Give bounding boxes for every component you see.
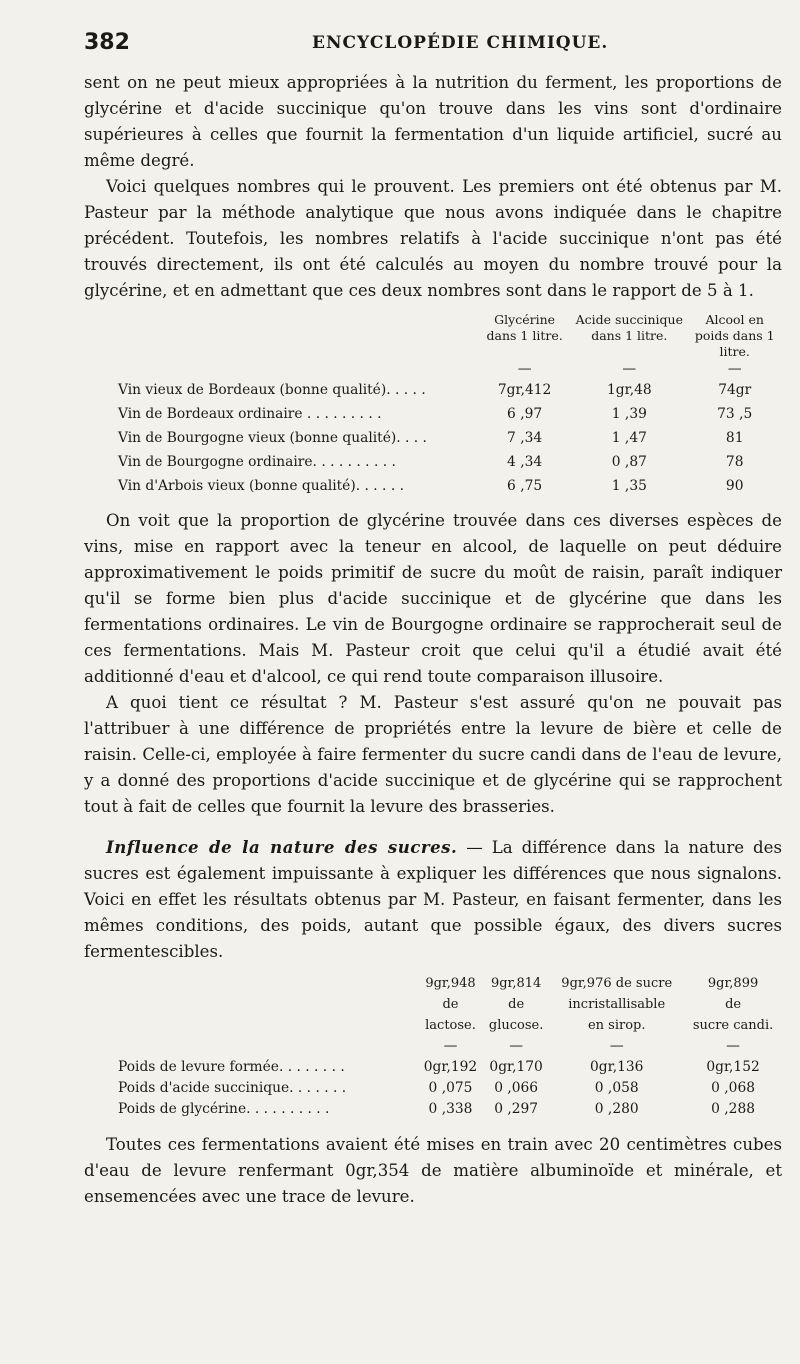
page-header — [84, 30, 784, 60]
cell: 1 ,39 — [611, 406, 647, 422]
body-text — [84, 70, 782, 1210]
cell: 0gr,192 — [423, 1059, 478, 1075]
row-label: Poids d'acide succinique. . . . . . . — [118, 1080, 347, 1096]
paragraph: Voici quelques nombres qui le prouvent. Les premiers ont été obtenus par M. Pasteur par la méthode analytique que nous avons indiquée dans le chapitre précédent. Toutefois, les nombres relatifs à l'acide succinique n'ont pas été trouvés directement, ils ont été calculés au moyen du nombre trouvé pour la glycérine, et en admettant que ces deux nombres sont dans le rapport de 5 à 1. — [84, 177, 782, 300]
dash: — — [517, 361, 532, 377]
section-title: Influence de la nature des sucres. — [106, 837, 458, 857]
cell: 0 ,280 — [594, 1101, 639, 1117]
paragraph: sent on ne peut mieux appropriées à la nutrition du ferment, les proportions de glycérine et d'acide succinique qu'on trouve dans les vins sont d'ordinaire supérieures à celles que fournit la fermentation d'un liquide artificiel, sucré au même degré. — [84, 73, 782, 170]
paragraph: On voit que la proportion de glycérine trouvée dans ces diverses espèces de vins, mise en rapport avec la teneur en alcool, de laquelle on peut déduire approximativement le poids primitif de sucre du moût de raisin, paraît indiquer qu'il se forme bien plus d'acide succinique et de glycérine que dans les fermentations ordinaires. Le vin de Bourgogne ordinaire se rapprocherait seul de ces fermentations. Mais M. Pasteur croit que celui qu'il a étudié avait été additionné d'eau et d'alcool, ce qui rend toute comparaison illusoire. — [84, 511, 782, 686]
table-row — [118, 1057, 782, 1078]
column-header: 9gr,976 de sucre incristallisable en sirop. — [561, 976, 673, 1033]
dash: — — [443, 1038, 458, 1054]
row-label: Poids de levure formée. . . . . . . . — [118, 1059, 345, 1075]
paragraph — [84, 834, 782, 965]
page-number: 382 — [84, 30, 130, 55]
wine-table — [118, 312, 782, 498]
cell: 0 ,297 — [494, 1101, 539, 1117]
cell: 1 ,35 — [611, 478, 647, 494]
cell: 78 — [725, 454, 744, 470]
cell: 0 ,075 — [428, 1080, 473, 1096]
dash: — — [622, 361, 637, 377]
cell: 7gr,412 — [497, 382, 552, 398]
table-row — [118, 474, 782, 498]
column-header: Acide succinique dans 1 litre. — [575, 312, 683, 343]
cell: 73 ,5 — [717, 406, 753, 422]
cell: 6 ,75 — [507, 478, 543, 494]
cell: 0 ,87 — [611, 454, 647, 470]
column-header: Glycérine dans 1 litre. — [486, 312, 563, 343]
cell: 0 ,058 — [594, 1080, 639, 1096]
cell: 0gr,152 — [706, 1059, 760, 1075]
paragraph: A quoi tient ce résultat ? M. Pasteur s'est assuré qu'on ne pouvait pas l'attribuer à une différence de propriétés entre la levure de bière et celle de raisin. Celle-ci, employée à faire fermenter du sucre candi dans de l'eau de levure, y a donné des proportions d'acide succinique et de glycérine qui se rapprochent tout à fait de celles que fournit la levure des brasseries. — [84, 693, 782, 816]
cell: 4 ,34 — [507, 454, 543, 470]
cell: 0 ,066 — [494, 1080, 539, 1096]
cell: 74gr — [718, 382, 752, 398]
table-row — [118, 1099, 782, 1120]
row-label: Vin d'Arbois vieux (bonne qualité). . . . . . — [118, 478, 404, 494]
column-header: Alcool en poids dans 1 litre. — [694, 312, 775, 359]
cell: 0gr,136 — [590, 1059, 644, 1075]
paragraph-text: — La différence dans la nature des sucres est également impuissante à expliquer les différences que nous signalons. Voici en effet les résultats obtenus par M. Pasteur, en faisant fermenter, dans les mêmes conditions, des poids, autant que possible égaux, des divers sucres fermentescibles. — [84, 838, 782, 961]
cell: 6 ,97 — [507, 406, 543, 422]
cell: 0 ,068 — [711, 1080, 756, 1096]
cell: 0gr,170 — [489, 1059, 543, 1075]
column-header: 9gr,948 de lactose. — [425, 976, 476, 1033]
paragraph: Toutes ces fermentations avaient été mises en train avec 20 centimètres cubes d'eau de levure renfermant 0gr,354 de matière albuminoïde et minérale, et ensemencées avec une trace de levure. — [84, 1135, 782, 1206]
table-row — [118, 450, 782, 474]
row-label: Poids de glycérine. . . . . . . . . . — [118, 1101, 330, 1117]
sugar-table — [118, 973, 782, 1120]
cell: 81 — [725, 430, 744, 446]
table-row — [118, 402, 782, 426]
row-label: Vin de Bourgogne ordinaire. . . . . . . . . . — [118, 454, 396, 470]
row-label: Vin vieux de Bordeaux (bonne qualité). . . . . — [118, 382, 426, 398]
cell: 0 ,288 — [711, 1101, 756, 1117]
table-row — [118, 426, 782, 450]
column-header: 9gr,899 de sucre candi. — [692, 976, 774, 1033]
table-row — [118, 1078, 782, 1099]
dash: — — [609, 1038, 624, 1054]
row-label: Vin de Bourgogne vieux (bonne qualité). . . . — [118, 430, 427, 446]
dash: — — [509, 1038, 524, 1054]
running-head: ENCYCLOPÉDIE CHIMIQUE. — [312, 33, 609, 53]
column-header: 9gr,814 de glucose. — [488, 976, 544, 1033]
dash: — — [726, 1038, 740, 1054]
cell: 90 — [725, 478, 744, 494]
cell: 1 ,47 — [611, 430, 647, 446]
table-row — [118, 378, 782, 402]
row-label: Vin de Bordeaux ordinaire . . . . . . . . . — [118, 406, 382, 422]
cell: 0 ,338 — [428, 1101, 473, 1117]
cell: 1gr,48 — [607, 382, 652, 398]
cell: 7 ,34 — [507, 430, 543, 446]
dash: — — [727, 361, 742, 377]
